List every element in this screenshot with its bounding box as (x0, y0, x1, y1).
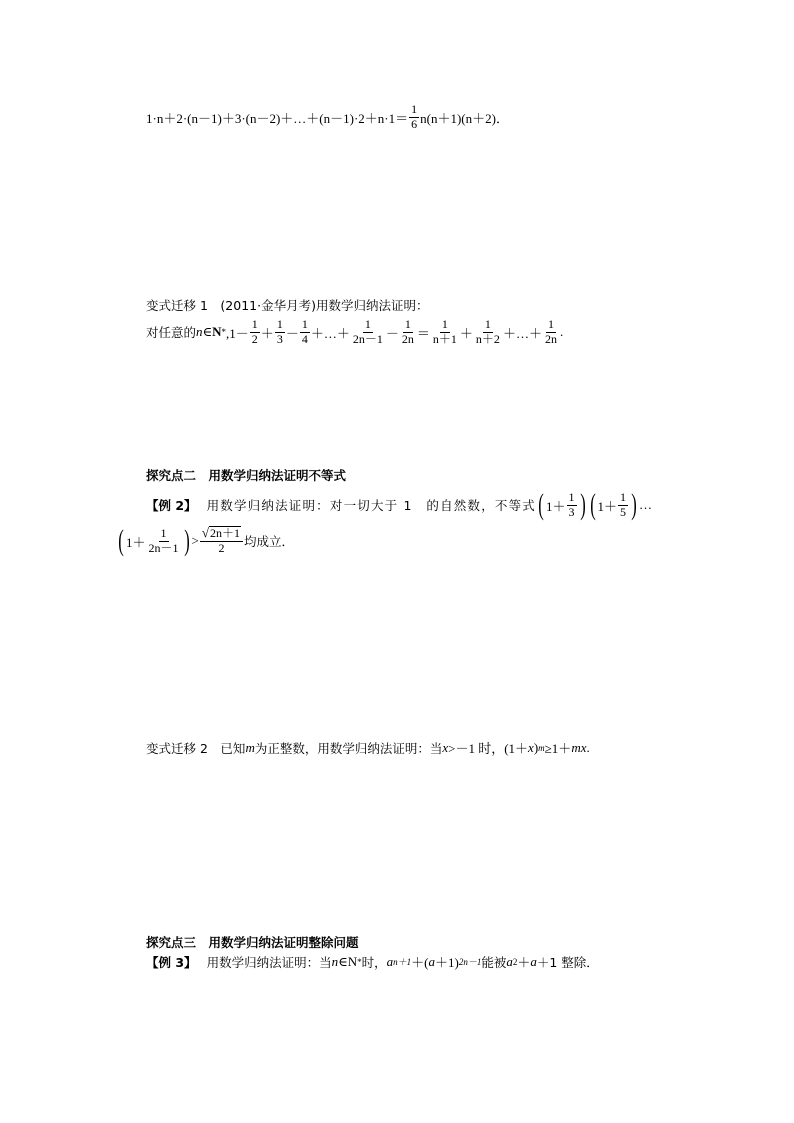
variant-2-mx: mx (571, 739, 587, 755)
example-2-line1: 【例 2】 用数学归纳法证明：对一切大于 1 的自然数，不等式 ( 1＋ $\frac{1}{3}$ ) ( 1＋ $\frac{1}{5}$ ) … (146, 488, 653, 521)
fraction-denominator: 2 (251, 331, 258, 346)
identity-equation (146, 103, 509, 132)
operator: ＋ (459, 325, 473, 341)
fraction-numerator: 1 (251, 317, 258, 331)
variant-2-text-e: ≥1＋ (544, 741, 572, 756)
example-2-line2: ( 1＋ $\frac{1}{2n-1}$ ) > √ 2n＋1 2 均成立． (118, 524, 295, 557)
variant-1-fraction (543, 318, 559, 347)
example-3-text-c: 时， (361, 954, 387, 970)
example-3-line (146, 952, 599, 971)
variant-2-x: x (442, 739, 449, 755)
operator: ＋…＋ (502, 325, 542, 341)
variant-2-text-c: >－1 时，(1＋ (448, 741, 529, 756)
variant-1-title-text: 变式迁移 1 (2011·金华月考)用数学归纳法证明： (146, 298, 429, 313)
example-3-text-f: 能被 (481, 954, 507, 970)
operator: . (559, 324, 564, 340)
variant-1-fraction (431, 318, 459, 347)
variant-1-fraction (400, 318, 416, 347)
operator: ＋ (260, 325, 274, 341)
example-3-text-g: ＋ (517, 955, 531, 970)
variant-2-text-a: 变式迁移 2 已知 (146, 740, 246, 756)
example-3-text-h: ＋1 整除． (536, 954, 599, 970)
fraction-denominator: 6 (411, 116, 418, 131)
fraction-denominator: 2n－1 (352, 331, 383, 346)
example-3-text-b: ∈N (338, 953, 358, 969)
example-3-a4: a (530, 953, 537, 969)
example-3-exp3: 2 (512, 956, 518, 967)
section-3-title (146, 933, 359, 951)
variant-2-text-d: ) (533, 739, 539, 755)
variant-1-terms (249, 318, 563, 347)
fraction-denominator: n＋2 (475, 331, 500, 346)
variant-1-star: * (221, 327, 227, 338)
operator: ＋…＋ (310, 325, 350, 341)
fraction-numerator: 1 (364, 317, 371, 331)
fraction-one-sixth (409, 103, 419, 132)
fraction-numerator: 1 (441, 317, 448, 331)
factor2-fraction: $\frac{1}{5}$ (620, 489, 627, 519)
fraction-denominator: 4 (301, 331, 308, 346)
variant-2-exponent: m (538, 742, 545, 753)
example-3-star: * (357, 956, 362, 967)
example-2-text: 用数学归纳法证明：对一切大于 1 的自然数，不等式 (206, 498, 536, 513)
fraction-numerator: 1 (411, 102, 418, 116)
example-3-text-e: ＋1) (434, 955, 459, 970)
variant-1-lead: ,1－ (226, 325, 249, 341)
section-2-title (146, 466, 346, 484)
example-3-a1: a (386, 953, 394, 969)
sqrt-fraction: √ 2n＋1 2 (200, 526, 243, 556)
fraction-numerator: 1 (301, 317, 308, 331)
factor3-prefix: 1＋ (126, 534, 146, 550)
greater-than: > (191, 533, 199, 548)
example-3-text-d: ＋( (411, 955, 429, 970)
fraction-denominator: 3 (276, 331, 283, 346)
variant-1-in: ∈ (202, 324, 213, 340)
example-3-text-a: 用数学归纳法证明：当 (206, 954, 332, 970)
fraction-numerator: 1 (484, 317, 491, 331)
variant-1-prefix: 对任意的 (146, 325, 197, 341)
variant-2-text-b: 为正整数，用数学归纳法证明：当 (254, 740, 443, 756)
equation-lhs: 1·n＋2·(n－1)＋3·(n－2)＋…＋(n－1)·2＋n·1＝ (146, 110, 409, 126)
factor1-prefix: 1＋ (546, 498, 566, 514)
operator: ＝ (416, 325, 430, 341)
variant-1-n: n (196, 324, 203, 340)
operator: － (285, 325, 299, 341)
factor3-fraction: $\frac{1}{2n-1}$ (148, 525, 179, 555)
operator: － (385, 325, 399, 341)
variant-2-x2: x (528, 739, 534, 755)
factor2-prefix: 1＋ (597, 498, 618, 514)
variant-1-fraction (250, 318, 260, 347)
fraction-numerator: 1 (276, 317, 283, 331)
example-3-exp1: n＋1 (393, 957, 412, 967)
factor-ellipsis: … (639, 497, 653, 512)
variant-1-equation (146, 318, 563, 347)
variant-1-fraction (300, 318, 310, 347)
fraction-numerator: 1 (404, 317, 411, 331)
fraction-numerator: 1 (547, 317, 554, 331)
section-3-title-text: 探究点三 用数学归纳法证明整除问题 (146, 935, 359, 950)
example-3-exp2: 2n－1 (458, 957, 482, 967)
variant-2-line (146, 738, 590, 757)
variant-2-end: . (586, 739, 590, 755)
fraction-denominator: 2n (544, 331, 557, 346)
variant-1-fraction (275, 318, 285, 347)
variant-1-fraction (351, 318, 385, 347)
example-3-a2: a (428, 953, 435, 969)
fraction-denominator: n＋1 (432, 331, 457, 346)
example-2-tail: 均成立． (244, 534, 295, 549)
example-3-tag: 【例 3】 (146, 954, 197, 970)
sqrt-symbol: √ 2n＋1 (201, 525, 241, 541)
example-3-n: n (331, 953, 339, 969)
factor1-fraction: $\frac{1}{3}$ (568, 489, 575, 519)
equation-rhs: n(n＋1)(n＋2)． (420, 110, 509, 126)
variant-1-title (146, 296, 428, 314)
section-2-title-text: 探究点二 用数学归纳法证明不等式 (146, 468, 347, 483)
example-3-a3: a (506, 953, 513, 969)
fraction-denominator: 2n (401, 331, 414, 346)
variant-1-fraction (474, 318, 502, 347)
example-2-tag: 【例 2】 (146, 498, 197, 513)
variant-2-m: m (245, 739, 255, 755)
variant-1-N: N (212, 324, 222, 340)
